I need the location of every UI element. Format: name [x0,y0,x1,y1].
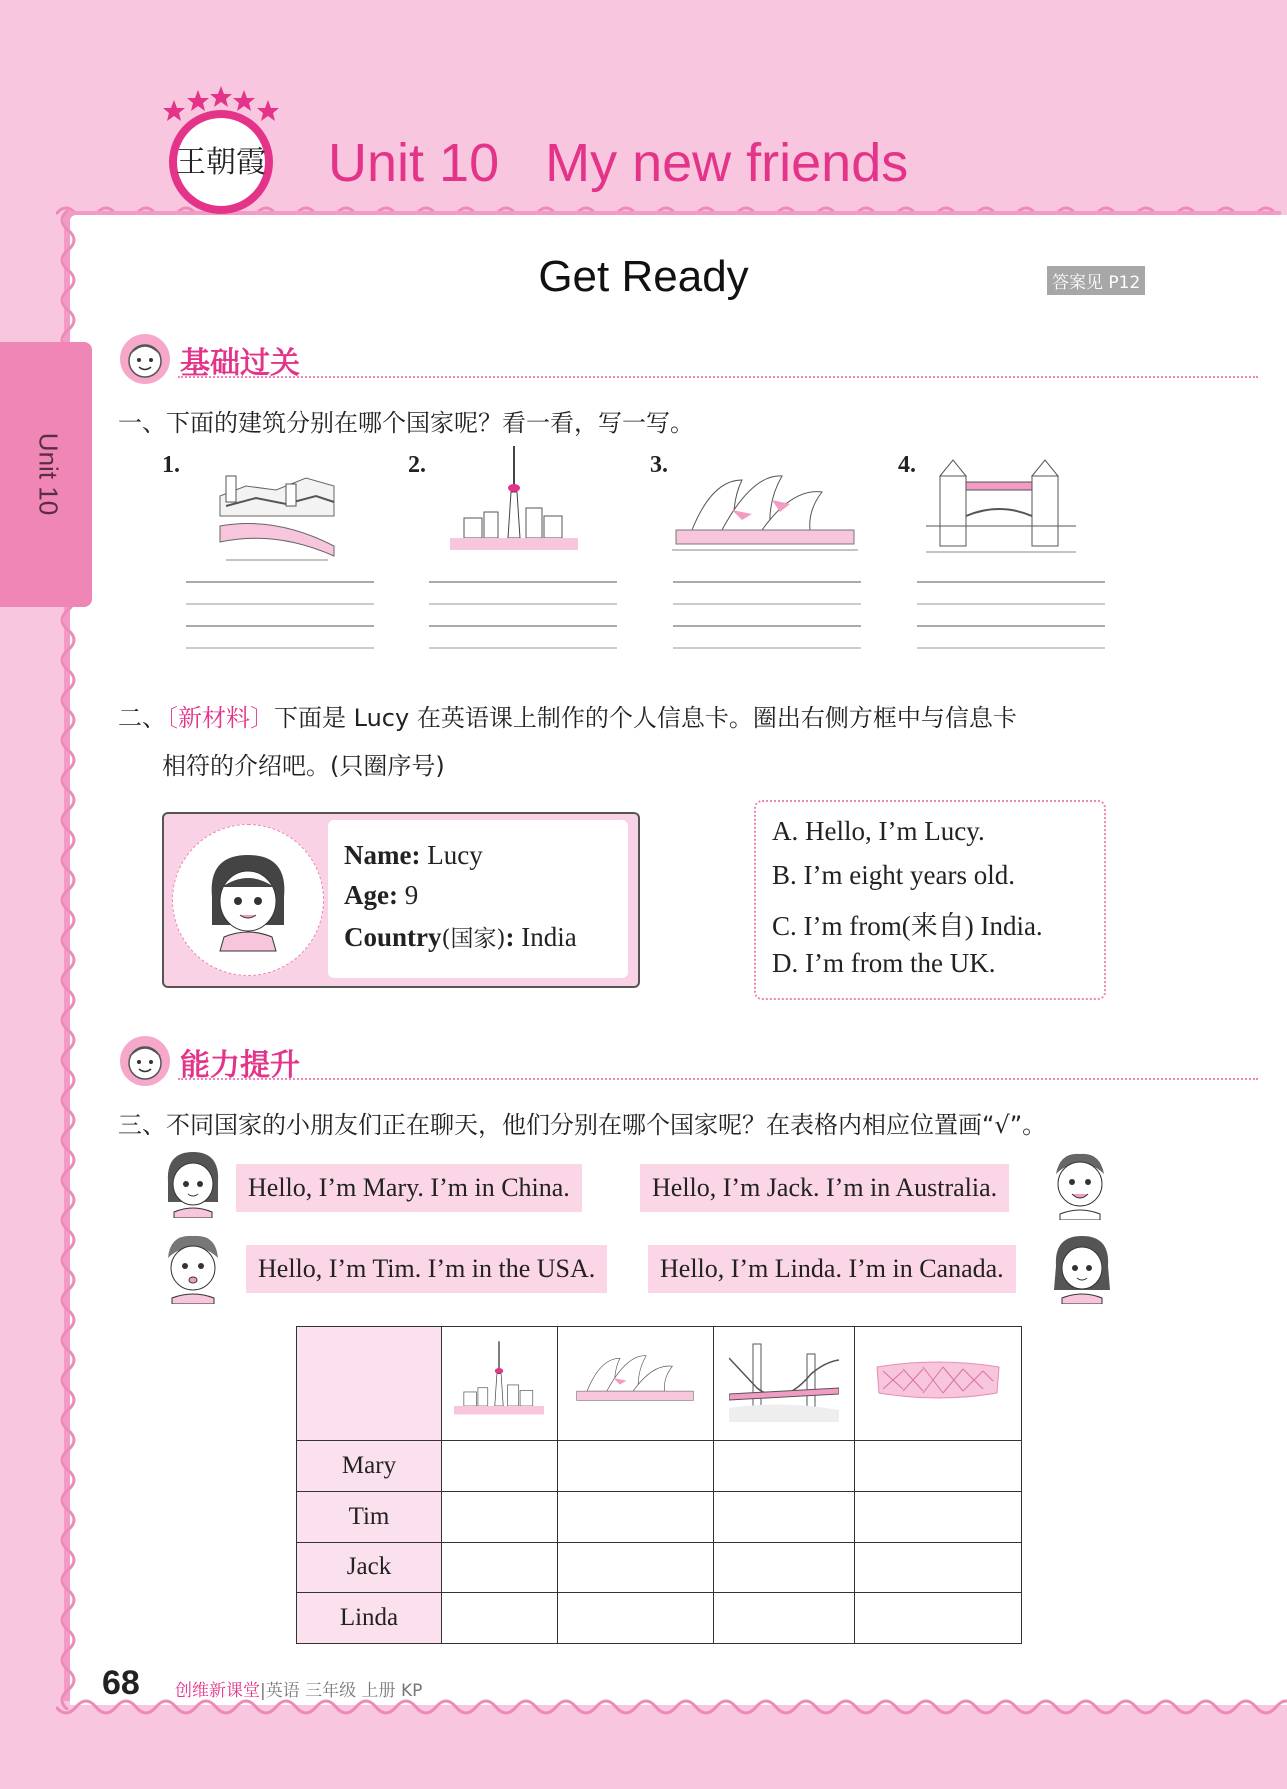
card-name-value: Lucy [420,840,483,870]
unit-title [328,132,908,194]
side-tab-label: Unit 10 [33,432,64,516]
country-table [296,1326,1022,1644]
option-c[interactable]: C. I’m from(来自) India. [772,911,1043,941]
card-age-value: 9 [397,880,419,910]
answer-cell[interactable] [442,1441,558,1492]
option-a[interactable]: A. Hello, I’m Lucy. [772,816,985,846]
cn-tower-icon [450,446,578,556]
cn-tower-icon [454,1341,544,1419]
card-country-label: Country [344,922,442,952]
answer-cell[interactable] [714,1542,855,1593]
answer-cell[interactable] [714,1491,855,1542]
card-country-value: India [514,922,577,952]
card-country-cn: (国家) [441,926,506,952]
lucy-avatar [172,824,324,976]
option-d[interactable]: D. I’m from the UK. [772,948,996,978]
table-corner-cell [297,1327,442,1441]
unit-label: Unit 10 [328,133,500,193]
answer-tag: 答案见 P12 [1047,266,1145,295]
q1-writing-lines [186,580,1120,652]
footer-brand: 创维新课堂 [175,1681,260,1701]
row-name-mary: Mary [297,1441,442,1492]
section-advanced-title: 能力提升 [180,1048,300,1083]
sydney-opera-house-icon [574,1351,696,1409]
side-tab [0,342,92,607]
answer-cell[interactable] [855,1441,1022,1492]
page-heading: Get Ready [538,252,749,301]
section-advanced [118,1032,1158,1092]
question-1: 一、下面的建筑分别在哪个国家呢？看一看，写一写。 [118,409,694,437]
logo-text: 王朝霞 [176,145,266,180]
answer-cell[interactable] [557,1542,713,1593]
table-row [297,1542,1022,1593]
row-name-linda: Linda [297,1593,442,1644]
great-wall-icon [216,456,338,568]
row-name-tim: Tim [297,1491,442,1542]
kid-face-icon [118,1034,172,1088]
q1-item-4-number: 4. [898,452,916,478]
answer-cell[interactable] [557,1593,713,1644]
q1-item-1-number: 1. [162,452,180,478]
q2-text: 下面是 Lucy 在英语课上制作的个人信息卡。圈出右侧方框中与信息卡 [274,704,1017,732]
answer-cell[interactable] [855,1542,1022,1593]
answer-cell[interactable] [442,1542,558,1593]
info-card-details [328,820,628,978]
card-country-line [344,920,577,953]
table-row [297,1593,1022,1644]
section-divider [178,1078,1258,1080]
table-row [297,1441,1022,1492]
answer-cell[interactable] [557,1491,713,1542]
footer-separator: | [260,1681,266,1701]
speech-bubble-mary: Hello, I’m Mary. I’m in China. [236,1164,582,1212]
card-name-label: Name: [344,840,421,870]
card-age-line [344,880,418,911]
tim-avatar [158,1230,228,1304]
jack-avatar [1046,1148,1114,1220]
kid-face-icon [118,332,172,386]
sydney-opera-house-icon [672,470,858,556]
answer-cell[interactable] [855,1491,1022,1542]
section-divider [178,376,1258,378]
footer-subject: 英语 三年级 上册 KP [265,1681,423,1701]
mary-avatar [160,1148,226,1218]
birds-nest-stadium-icon [873,1359,1003,1401]
card-name-line [344,840,483,871]
page-number: 68 [102,1664,140,1702]
table-row [297,1491,1022,1542]
card-age-label: Age: [344,880,398,910]
answer-cell[interactable] [855,1593,1022,1644]
section-basic [118,330,1158,390]
option-b[interactable]: B. I’m eight years old. [772,860,1015,890]
speech-bubble-jack: Hello, I’m Jack. I’m in Australia. [640,1164,1009,1212]
options-box [754,800,1106,1000]
question-2 [118,698,1017,733]
cn-tower-column [442,1327,558,1441]
q1-item-2-number: 2. [408,452,426,478]
speech-bubble-tim: Hello, I’m Tim. I’m in the USA. [246,1245,607,1293]
speech-bubble-linda: Hello, I’m Linda. I’m in Canada. [648,1245,1016,1293]
answer-cell[interactable] [442,1593,558,1644]
card-country-colon: : [505,922,515,952]
table-header-row [297,1327,1022,1441]
info-card [162,812,640,988]
birds-nest-column [855,1327,1022,1441]
section-basic-title: 基础过关 [180,346,300,381]
unit-name: My new friends [545,133,909,193]
answer-cell[interactable] [442,1491,558,1542]
linda-avatar [1050,1230,1114,1304]
question-2-line-2: 相符的介绍吧。(只圈序号) [162,752,445,780]
answer-cell[interactable] [714,1441,855,1492]
answer-cell[interactable] [714,1593,855,1644]
row-name-jack: Jack [297,1542,442,1593]
golden-gate-column [714,1327,855,1441]
q2-prefix: 二、 [118,704,166,732]
opera-house-column [557,1327,713,1441]
golden-gate-bridge-icon [729,1338,839,1422]
answer-cell[interactable] [557,1441,713,1492]
footer-text [175,1676,422,1701]
q2-tag: 〔新材料〕 [166,704,274,732]
tower-bridge-icon [926,456,1076,562]
girl-face-icon [198,847,298,953]
brand-logo [156,86,286,216]
question-3: 三、不同国家的小朋友们正在聊天，他们分别在哪个国家呢？在表格内相应位置画“√”。 [118,1111,1047,1139]
q1-item-3-number: 3. [650,452,668,478]
